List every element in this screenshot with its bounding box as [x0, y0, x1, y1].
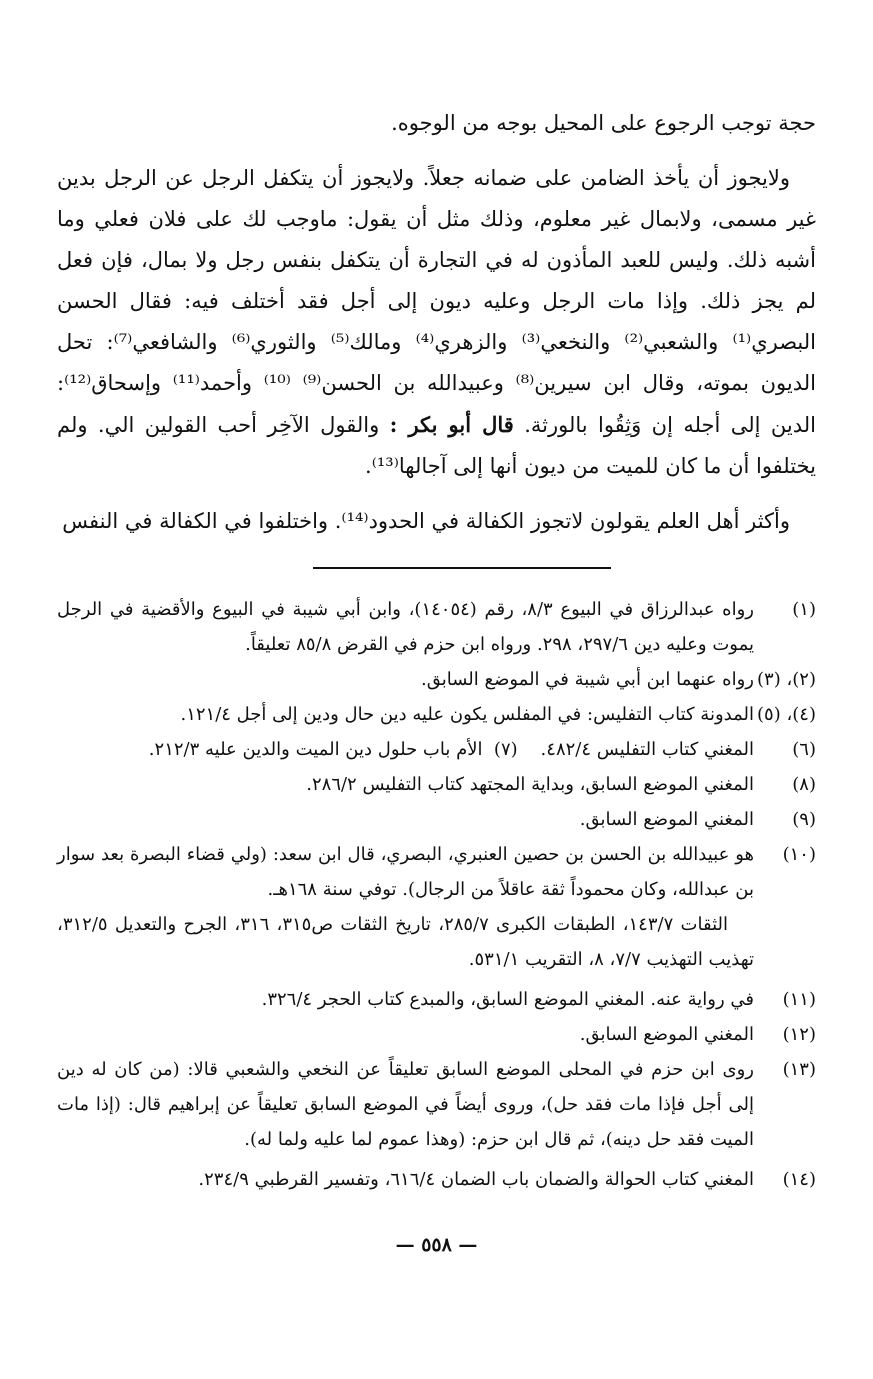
- footnote-text: المدونة كتاب التفليس: في المفلس يكون عليه دين حال ودين إلى أجل ١٢١/٤.: [180, 704, 754, 725]
- footnote-number: (٩): [792, 809, 816, 830]
- main-text: [57, 103, 816, 542]
- speaker-label: قال أبو بكر :: [389, 412, 514, 437]
- footnote-text: المغني كتاب التفليس ٤٨٢/٤. (٧) الأم باب حلول دين الميت والدين عليه ٢١٢/٣.: [148, 739, 754, 760]
- footnote-number: (٨): [792, 774, 816, 795]
- footnote-10-references: الثقات ١٤٣/٧، الطبقات الكبرى ٢٨٥/٧، تاريخ الثقات ص٣١٥، ٣١٦، الجرح والتعديل ٣١٢/٥، تهذيب التهذيب ٧/٧، ٨، التقريب ٥٣١/١.: [57, 914, 754, 970]
- footnote-text: رواه عبدالرزاق في البيوع ٨/٣، رقم (١٤٠٥٤)، وابن أبي شيبة في البيوع والأقضية في الرجل يموت وعليه دين ٢٩٧/٦، ٢٩٨. ورواه ابن حزم في القرض ٨٥/٨ تعليقاً.: [57, 599, 754, 655]
- footnotes: [57, 592, 816, 1197]
- page-number: — ٥٥٨ —: [395, 1234, 478, 1256]
- paragraph-2-main: ولايجوز أن يأخذ الضامن على ضمانه جعلاً. ولايجوز أن يتكفل الرجل عن الرجل بدين غير مسمى، ولابمال غير معلوم، وذلك مثل أن يقول: ماوجب لك على فلان فعلي وما أشبه ذلك. وليس للعبد المأذون له في التجارة أن يتكفل بنفس رجل ولا بمال، فإن فعل لم يجز ذلك. وإذا مات الرجل وعليه ديون إلى أجل فقد أختلف فيه: فقال الحسن البصري⁽¹⁾ والشعبي⁽²⁾ والنخعي⁽³⁾ والزهري⁽⁴⁾ ومالك⁽⁵⁾ والثوري⁽⁶⁾ والشافعي⁽⁷⁾: تحل الديون بموته، وقال ابن سيرين⁽⁸⁾ وعبيدالله بن الحسن⁽⁹⁾ ⁽¹⁰⁾ وأحمد⁽¹¹⁾ وإسحاق⁽¹²⁾: الدين إلى أجله إن وَثِقُوا بالورثة.: [57, 166, 817, 437]
- footnote-text: رواه عنهما ابن أبي شيبة في الموضع السابق.: [421, 669, 754, 690]
- paragraph-2: [57, 158, 816, 487]
- footnote-text: المغني كتاب الحوالة والضمان باب الضمان ٦١٦/٤، وتفسير القرطبي ٢٣٤/٩.: [198, 1169, 754, 1190]
- footnote-number: (٦): [792, 739, 816, 760]
- paragraph-1: حجة توجب الرجوع على المحيل بوجه من الوجوه.: [391, 111, 816, 135]
- footnote-number: (٤)، (٥): [757, 704, 816, 725]
- paragraph-2-tail: والقول الآخِر أحب القولين الي. ولم يختلفوا أن ما كان للميت من ديون أنها إلى آجالها⁽¹³⁾.: [57, 413, 816, 478]
- footnote-text: المغني الموضع السابق.: [579, 1024, 754, 1045]
- footnote-text: هو عبيدالله بن الحسن بن حصين العنبري، البصري، قال ابن سعد: (ولي قضاء البصرة بعد سوار بن عبدالله، وكان محموداً ثقة عاقلاً من الرجال). توفي سنة ١٦٨هـ.: [57, 844, 754, 900]
- footnote-9: [57, 802, 816, 837]
- footnote-number: (١): [792, 599, 816, 620]
- footnote-13: [57, 1052, 816, 1157]
- footnote-6-7: [57, 732, 816, 767]
- footnote-text: في رواية عنه. المغني الموضع السابق، والمبدع كتاب الحجر ٣٢٦/٤.: [261, 989, 754, 1010]
- footnote-number: (١١): [782, 989, 816, 1010]
- footnote-number: (١٢): [782, 1024, 816, 1045]
- footnote-number: (١٤): [782, 1169, 816, 1190]
- footnote-12: [57, 1017, 816, 1052]
- footnote-4-5: [57, 697, 816, 732]
- footnote-10: [57, 837, 816, 907]
- footnote-8: [57, 767, 816, 802]
- footnote-2-3: [57, 662, 816, 697]
- footnote-text: روى ابن حزم في المحلى الموضع السابق تعليقاً عن النخعي والشعبي قالا: (من كان له دين إلى أجل فإذا مات فقد حل)، وروى أيضاً في الموضع السابق تعليقاً عن إبراهيم قال: (إذا مات الميت فقد حل دينه)، ثم قال ابن حزم: (وهذا عموم لما عليه ولما له).: [57, 1059, 754, 1150]
- footnote-text: المغني الموضع السابق، وبداية المجتهد كتاب التفليس ٢٨٦/٢.: [306, 774, 754, 795]
- footnote-number: (١٣): [782, 1059, 816, 1080]
- footnote-text: المغني الموضع السابق.: [579, 809, 754, 830]
- footnote-number: (١٠): [782, 844, 816, 865]
- footnote-1: [57, 592, 816, 662]
- paragraph-3: وأكثر أهل العلم يقولون لاتجوز الكفالة في الحدود⁽¹⁴⁾. واختلفوا في الكفالة في النفس: [62, 509, 790, 533]
- footnote-separator: [313, 567, 611, 569]
- footnote-number: (٢)، (٣): [757, 669, 816, 690]
- footnote-11: [57, 982, 816, 1017]
- footnote-14: [57, 1162, 816, 1197]
